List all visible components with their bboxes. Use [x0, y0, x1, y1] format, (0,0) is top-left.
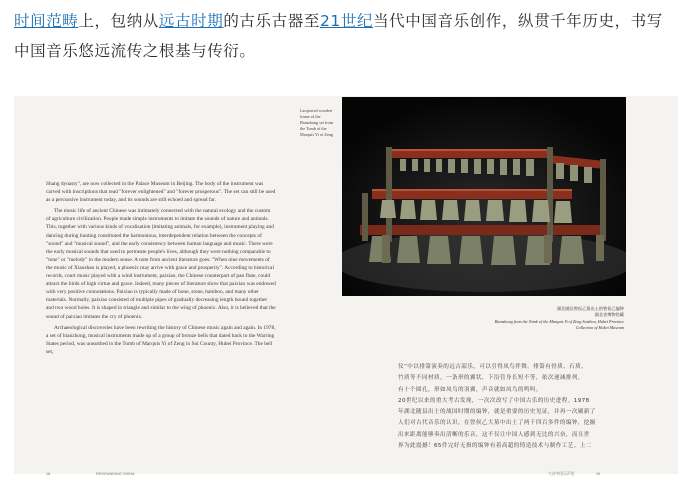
caption-cn-title: 湖北随县曾侯乙墓出土的曾侯乙编钟	[556, 306, 624, 311]
side-caption: Lacquered wooden frame of the Bianzhong set from the Tomb of the Marquis Yi of Zeng	[300, 108, 334, 137]
footer-left-number: 18	[46, 472, 51, 476]
link-21st-century[interactable]: 21世纪	[319, 12, 374, 30]
bianzhong-photo	[342, 97, 626, 296]
caption-cn-collection: 湖北省博物馆藏	[594, 312, 624, 318]
footer-right-title: 大音中国乐声里	[548, 472, 575, 476]
photo-caption	[492, 306, 624, 332]
right-line: 出来距离能够奏出清晰的乐音，这不仅让中国人感到无比的兴奋，而且世	[398, 431, 590, 438]
right-line: 20世纪以来的重大考古发现，一次次改写了中国古乐的历史进程。1978	[398, 397, 590, 404]
right-line: 有十个圆孔，形如凤鸟的羽翼，声音就如凤鸟的鸣叫。	[398, 386, 542, 393]
footer-left-title: RESOUNDING CHINA	[96, 472, 135, 476]
intro-line-1	[14, 6, 676, 36]
left-page-text	[46, 180, 276, 460]
link-time-category[interactable]: 时间范畴	[14, 12, 79, 30]
footer-right-number: 19	[596, 472, 601, 476]
intro-text-segment: 的古乐古器至	[223, 12, 320, 30]
bianzhong-illustration	[342, 97, 626, 296]
right-line: 仪”中以排箫演奏的远古韶乐，可以引得凤鸟伴舞。排箫有骨质、石质、	[398, 364, 588, 370]
right-line: 界为此震撼！65件完好无损的编钟有着高超的铸造技术与制作工艺。上二	[398, 443, 592, 450]
link-ancient-era[interactable]: 远古时期	[158, 12, 224, 30]
right-page-text	[398, 362, 624, 452]
right-line: 竹质等不同材质，一条形的翼状，下沿管身长短不等，依次递减排列，	[398, 375, 584, 382]
left-paragraph: Shang dynasty", are now collected in the Palace Museum in Beijing. The body of the instrument was carved with inscriptions that read "forever enlightened" and "forever prosperous". The set can still be used as a percussive instrument today, and its sounds are still echoed and spread far.	[46, 181, 276, 204]
intro-line-2: 中国音乐悠远流传之根基与传衍。	[14, 42, 256, 60]
caption-en-collection: Collection of Hubei Museum	[575, 325, 624, 331]
right-line: 人们对古代音乐的认识。在曾侯乙大墓中出土了两千四百多件的编钟，挖掘	[398, 420, 596, 427]
intro-text	[14, 6, 676, 66]
intro-text-segment: 当代中国音乐创作，纵贯千年历史，书写	[373, 12, 663, 30]
intro-text-segment: 上，包纳从	[78, 12, 159, 30]
right-line: 年湖北随县出土的战国时期的编钟，就是重要的历史见证，并再一次刷新了	[398, 409, 596, 416]
caption-en-title: Bianzhong from the Tomb of the Marquis Yi of Zeng Suizhou, Hubei Province	[494, 318, 624, 324]
left-paragraph: The music life of ancient Chinese was intimately connected with the natural ecology and the custom of agriculture civilization. People made simple instruments to imitate the sounds of nature and animals. This, together with various kinds of vocalisation (imitating animals, for example), instrument playing and dancing during hunting constituted the harmonious, interdependent relation between the concepts of "sound" and "musical sound", and the early consistency between human language and music. There were the early musical sounds that used to permeate people's lives, although they were nothing comparable to "tone" or "melody" in the modern sense. A note from ancient literature goes: "When nine movements of the music of Xiaoshao is played, a phoenix may arrive with grace and prosperity". According to historical records, court music played with a wind instrument, paixiao, the Chinese counterpart of pan flute, could attract the birds of high virtue and grace. Indeed, many pieces of literature show that paixiao was endowed with very positive connotations. Paixiao is typically made of bone, stone, bamboo, and many other materials. Normally, paixiao consisted of multiple pipes of gradually decreasing length bound together and two wood holes. It is shaped in triangle and similar to the wing of phoenix. Also, it is believed that the sound of paixiao imitates the cry of phoenix.	[46, 208, 276, 320]
left-paragraph: Archaeological discoveries have been rewriting the history of Chinese music again and again. In 1978, a set of bianzhong, musical instruments made up of a group of bronze bells that dated back to the Warring States period, was unearthed in the Tomb of Marquis Yi of Zeng in Sui County, Hubei Province. The bell set,	[46, 324, 276, 355]
